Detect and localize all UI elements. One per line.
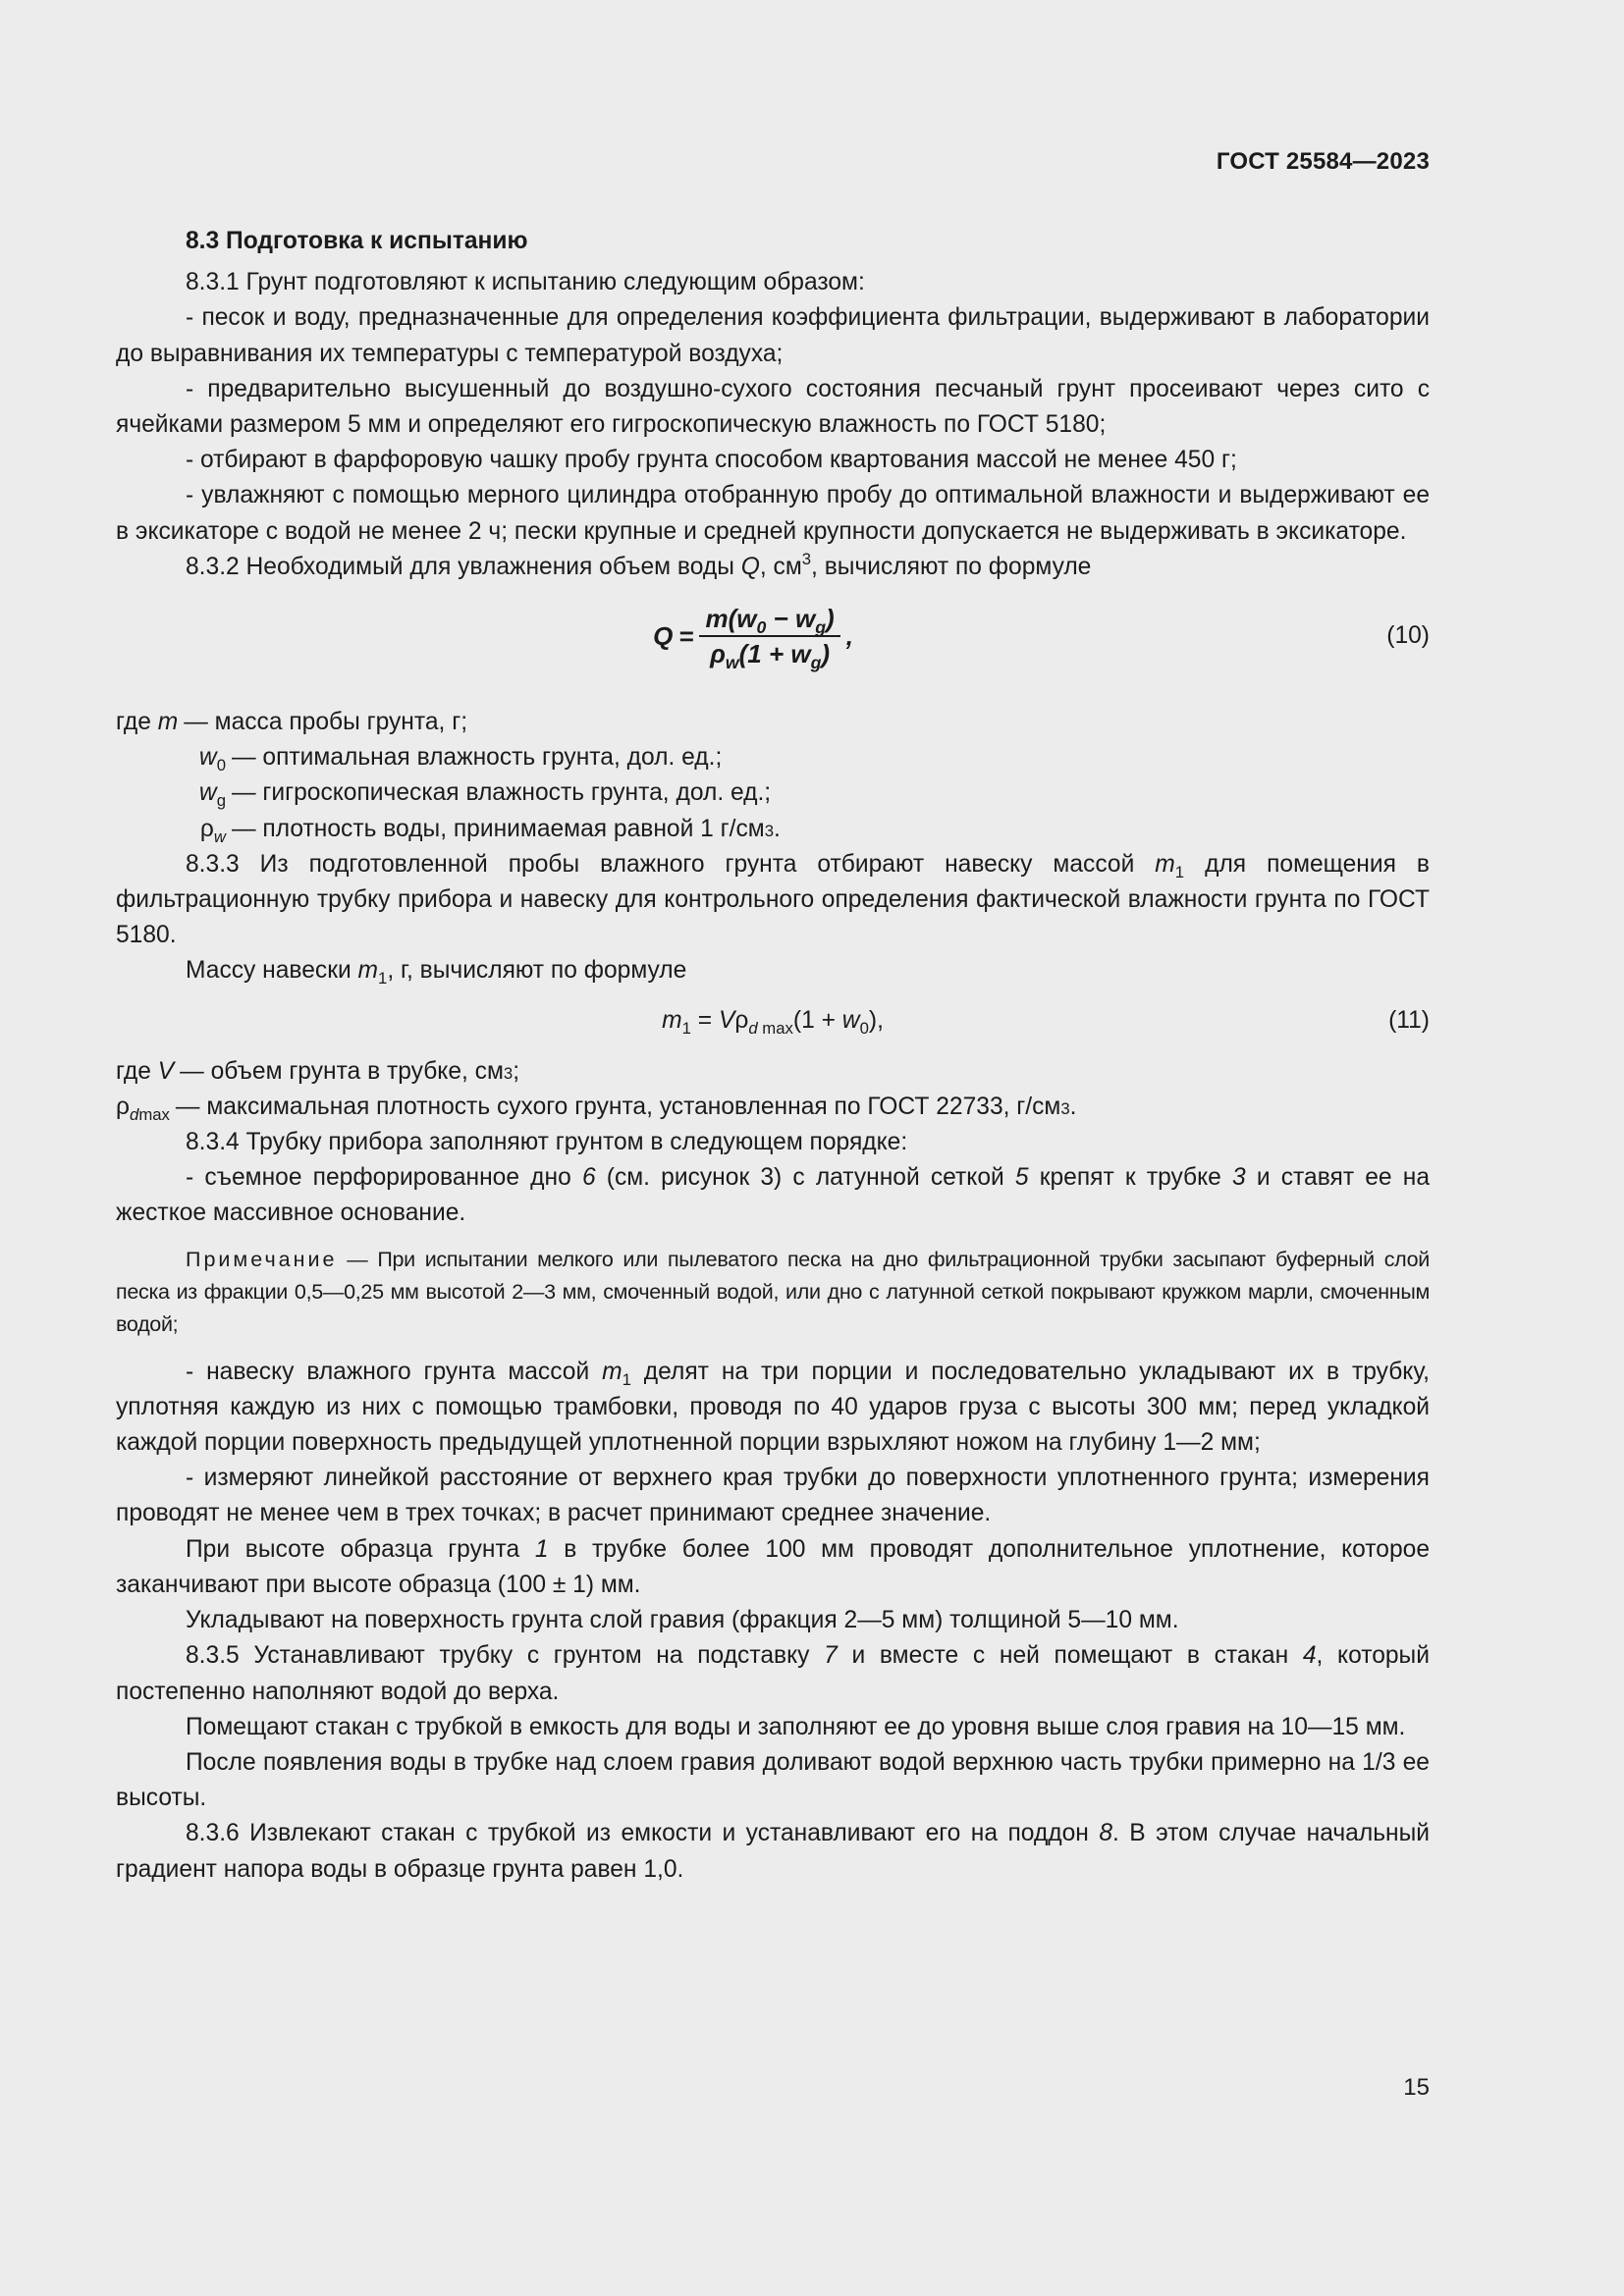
- fraction-denominator: $\rho_w(1 + w_g)$: [710, 639, 831, 673]
- paragraph-8-3-4: 8.3.4 Трубку прибора заполняют грунтом в следующем порядке:: [186, 1129, 908, 1156]
- paragraph-8-3-1: 8.3.1 Грунт подготовляют к испытанию следующим образом:: [186, 269, 865, 296]
- formula-number: (10): [1386, 621, 1430, 649]
- list-item: - песок и воду, предназначенные для определения коэффициента фильтрации, выдерживают в лаборатории до выравнивания их температуры с температурой воздуха;: [116, 304, 1430, 367]
- where-line: $\rho_w$ — плотность воды, принимаемая равной 1 г/см 3 .: [199, 815, 781, 846]
- paragraph: После появления воды в трубке над слоем гравия доливают водой верхнюю часть трубки примерно на 1/3 ее высоты.: [116, 1748, 1430, 1812]
- list-item: - увлажняют с помощью мерного цилиндра отобранную пробу до оптимальной влажности и выдерживают ее в эксикаторе с водой не менее 2 ч; пески крупные и средней крупности допускается не выдерживать в эксикаторе.: [116, 482, 1430, 545]
- formula-10-fraction: [699, 604, 839, 673]
- fraction-numerator: $m(w_0 - w_g)$: [699, 604, 839, 637]
- formula-number: (11): [1388, 1006, 1430, 1034]
- formula-11-expression: $m_1 = V\rho_{d max}(1 + w_0)$,: [662, 1006, 884, 1038]
- where-line: $w_g$ — гигроскопическая влажность грунта, дол. ед.;: [198, 779, 772, 811]
- paragraph: Укладывают на поверхность грунта слой гравия (фракция 2—5 мм) толщиной 5—10 мм.: [186, 1607, 1179, 1634]
- paragraph-8-3-6: 8.3.6 Извлекают стакан с трубкой из емкости и устанавливают его на поддон 8. В этом случае начальный градиент напора воды в образце грунта равен 1,0.: [116, 1820, 1431, 1883]
- formula-11: [116, 999, 1430, 1042]
- paragraph-8-3-3: 8.3.3 Из подготовленной пробы влажного грунта отбирают навеску массой $m_1$ для помещения в фильтрационную трубку прибора и навеску для контрольного определения фактической влажности грунта по ГОСТ 5180.: [116, 850, 1430, 949]
- paragraph-8-3-5: 8.3.5 Устанавливают трубку с грунтом на подставку 7 и вместе с ней помещают в стакан 4, который постепенно наполняют водой до верха.: [116, 1642, 1430, 1705]
- where-line: $\rho_{dmax}$ — максимальная плотность сухого грунта, установленная по ГОСТ 22733, г/см 3 .: [116, 1093, 1077, 1124]
- note: Примечание — При испытании мелкого или пылеватого песка на дно фильтрационной трубки засыпают буферный слой песка из фракции 0,5—0,25 мм высотой 2—3 мм, смоченный водой, или дно с латунной сеткой покрывают кружком марли, смоченным водой;: [116, 1247, 1430, 1336]
- where-line: где m — масса пробы грунта, г;: [116, 709, 468, 736]
- list-item: - измеряют линейкой расстояние от верхнего края трубки до поверхности уплотненного грунта; измерения проводят не менее чем в трех точках; в расчет принимают среднее значение.: [116, 1465, 1430, 1527]
- list-item: - предварительно высушенный до воздушно-сухого состояния песчаный грунт просеивают через сито с ячейками размером 5 мм и определяют его гигроскопическую влажность по ГОСТ 5180;: [116, 375, 1430, 439]
- list-item: - отбирают в фарфоровую чашку пробу грунта способом квартования массой не менее 450 г;: [186, 447, 1237, 474]
- list-item: - съемное перфорированное дно 6 (см. рисунок 3) с латунной сеткой 5 крепят к трубке 3 и ставят ее на жесткое массивное основание.: [116, 1164, 1430, 1227]
- note-label: Примечание: [186, 1247, 338, 1271]
- paragraph-8-3-2: 8.3.2 Необходимый для увлажнения объем воды Q, $см^3$, вычисляют по формуле: [186, 549, 1092, 580]
- document-header: ГОСТ 25584—2023: [1216, 148, 1430, 175]
- formula-10: [116, 589, 1430, 683]
- paragraph: При высоте образца грунта 1 в трубке более 100 мм проводят дополнительное уплотнение, которое заканчивают при высоте образца (100 ± 1) мм.: [116, 1535, 1431, 1598]
- paragraph: Помещают стакан с трубкой в емкость для воды и заполняют ее до уровня выше слоя гравия на 10—15 мм.: [186, 1713, 1406, 1740]
- document-body: [116, 224, 1430, 1888]
- where-line: $w_0$ — оптимальная влажность грунта, дол. ед.;: [198, 744, 723, 775]
- page-number: 15: [1403, 2074, 1430, 2101]
- where-line: где V — объем грунта в трубке, см 3 ;: [116, 1057, 520, 1085]
- section-title: 8.3 Подготовка к испытанию: [186, 228, 528, 254]
- paragraph-mass-formula-intro: Массу навески $m_1$, г, вычисляют по формуле: [186, 957, 687, 988]
- list-item: - навеску влажного грунта массой $m_1$ делят на три порции и последовательно укладывают их в трубку, уплотняя каждую из них с помощью трамбовки, проводя по 40 ударов груза с высоты 300 мм; перед укладкой каждой порции поверхность предыдущей уплотненной порции взрыхляют ножом на глубину 1—2 мм;: [116, 1358, 1430, 1457]
- formula-10-expression: Q = $\frac{m(w_0 - w_g)}{\rho_w(1 + w_g)}$ ,: [653, 604, 853, 673]
